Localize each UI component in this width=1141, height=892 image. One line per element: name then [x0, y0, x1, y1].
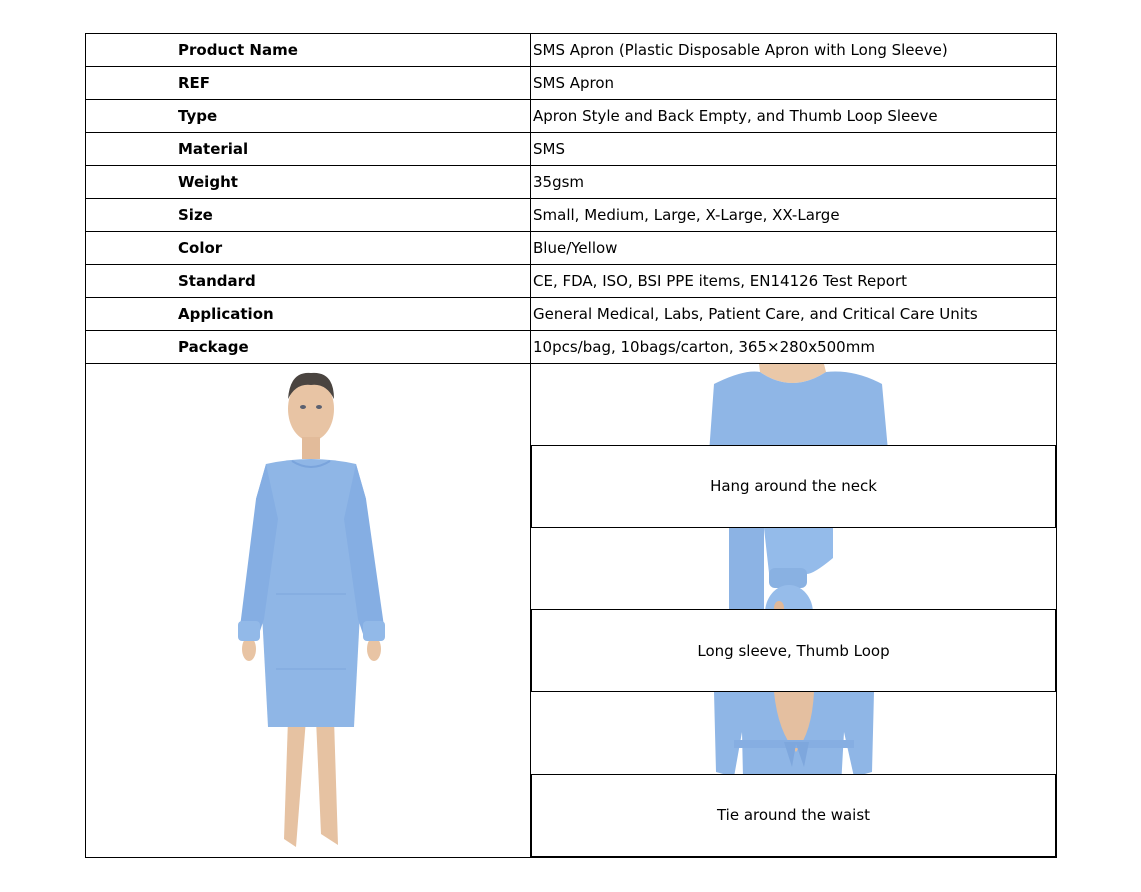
spec-value: Apron Style and Back Empty, and Thumb Loop Sleeve	[531, 100, 1057, 133]
caption-neck: Hang around the neck	[532, 445, 1056, 527]
spec-label: Material	[86, 133, 531, 166]
spec-value: SMS Apron (Plastic Disposable Apron with Long Sleeve)	[531, 34, 1057, 67]
spec-value: 10pcs/bag, 10bags/carton, 365×280x500mm	[531, 331, 1057, 364]
spec-value: General Medical, Labs, Patient Care, and Critical Care Units	[531, 298, 1057, 331]
table-row	[86, 298, 1057, 331]
product-spec-table	[85, 33, 1057, 858]
spec-label: REF	[86, 67, 531, 100]
spec-value: Blue/Yellow	[531, 232, 1057, 265]
spec-label: Product Name	[86, 34, 531, 67]
image-row	[86, 364, 1057, 858]
spec-label: Standard	[86, 265, 531, 298]
spec-label: Type	[86, 100, 531, 133]
table-row	[86, 166, 1057, 199]
table-row	[86, 133, 1057, 166]
table-row	[86, 199, 1057, 232]
table-row	[86, 265, 1057, 298]
table-row	[86, 232, 1057, 265]
spec-value: CE, FDA, ISO, BSI PPE items, EN14126 Test Report	[531, 265, 1057, 298]
spec-label: Package	[86, 331, 531, 364]
spec-value: 35gsm	[531, 166, 1057, 199]
spec-label: Application	[86, 298, 531, 331]
table-row	[86, 34, 1057, 67]
gown-neck-back-image	[532, 364, 1056, 445]
spec-value: Small, Medium, Large, X-Large, XX-Large	[531, 199, 1057, 232]
caption-waist: Tie around the waist	[532, 774, 1056, 856]
detail-photos-table	[531, 364, 1056, 857]
spec-label: Color	[86, 232, 531, 265]
caption-sleeve: Long sleeve, Thumb Loop	[532, 610, 1056, 692]
table-row	[86, 100, 1057, 133]
mannequin-wearing-gown-image	[226, 369, 396, 854]
spec-label: Size	[86, 199, 531, 232]
main-photo-cell	[86, 364, 531, 858]
spec-label: Weight	[86, 166, 531, 199]
gown-waist-tie-image	[532, 692, 1056, 774]
gown-sleeve-thumb-loop-image	[532, 527, 1056, 609]
table-row	[86, 331, 1057, 364]
spec-value: SMS	[531, 133, 1057, 166]
detail-photos-cell	[531, 364, 1057, 858]
spec-value: SMS Apron	[531, 67, 1057, 100]
table-row	[86, 67, 1057, 100]
